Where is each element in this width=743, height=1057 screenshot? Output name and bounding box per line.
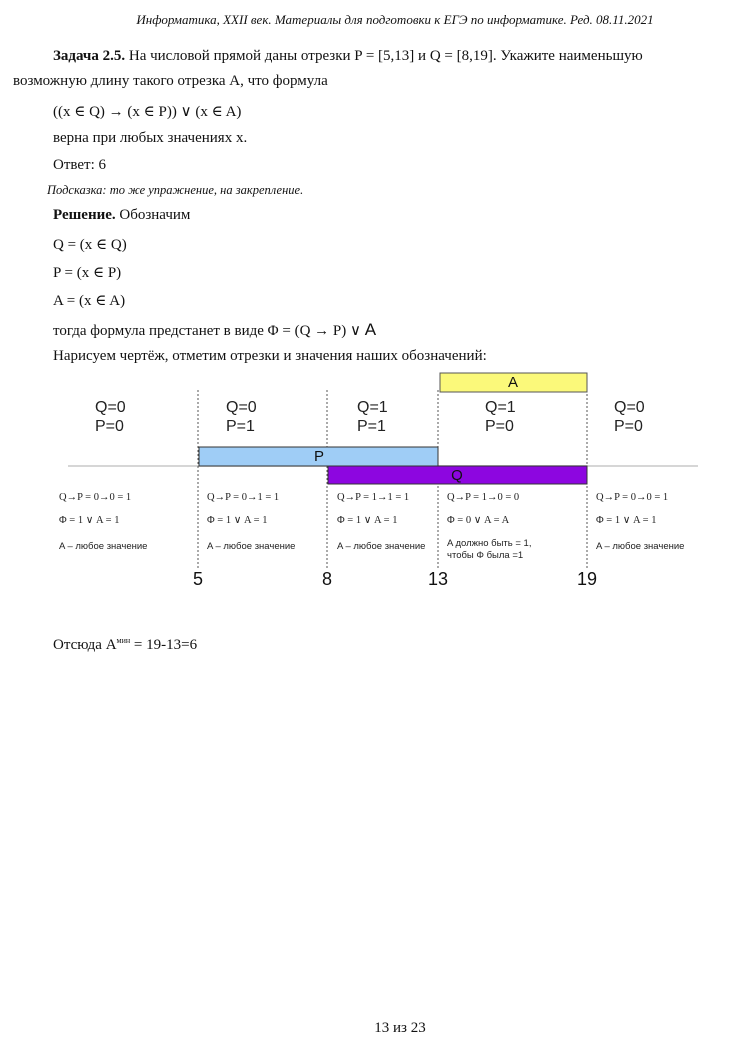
definition-a: A = (x ∈ A) bbox=[53, 293, 126, 309]
tick-label: 8 bbox=[321, 569, 333, 589]
zone-note: A должно быть = 1, bbox=[447, 538, 532, 549]
task-text-2: возможную длину такого отрезка A, что формула bbox=[13, 73, 328, 89]
zone-note: A – любое значение bbox=[337, 541, 426, 552]
tick-label: 19 bbox=[576, 569, 598, 589]
zone-p-value: P=1 bbox=[226, 418, 255, 435]
zone-q-value: Q=1 bbox=[485, 399, 516, 416]
definition-p: P = (x ∈ P) bbox=[53, 265, 122, 281]
solution-intro-text: Обозначим bbox=[115, 207, 191, 223]
result-subscript: мин bbox=[116, 636, 131, 645]
zone-phi: Φ = 1 ∨ A = 1 bbox=[337, 515, 398, 526]
result-line bbox=[53, 636, 197, 654]
formula-a: A bbox=[364, 320, 377, 339]
hint-text: Подсказка: то же упражнение, на закрепление. bbox=[47, 183, 304, 197]
task-formula: ((x ∈ Q) → (x ∈ P)) ∨ (x ∈ A) bbox=[53, 104, 242, 120]
zone-phi: Φ = 1 ∨ A = 1 bbox=[59, 515, 120, 526]
task-text-1: На числовой прямой даны отрезки P = [5,13] и Q = [8,19]. Укажите наименьшую bbox=[125, 48, 643, 64]
zone-note: A – любое значение bbox=[596, 541, 685, 552]
zone-q-value: Q=0 bbox=[95, 399, 126, 416]
task-answer: Ответ: 6 bbox=[53, 157, 107, 173]
zone-note: A – любое значение bbox=[207, 541, 296, 552]
result-prefix: Отсюда A bbox=[53, 637, 117, 653]
segment-q-label: Q bbox=[451, 467, 463, 484]
segment-diagram bbox=[0, 370, 743, 600]
zone-p-value: P=0 bbox=[485, 418, 514, 435]
definition-q: Q = (x ∈ Q) bbox=[53, 237, 127, 253]
zone-implication: Q→P = 0→0 = 1 bbox=[59, 492, 132, 503]
zone-implication: Q→P = 1→1 = 1 bbox=[337, 492, 410, 503]
page-number: 13 из 23 bbox=[374, 1020, 426, 1036]
zone-phi: Φ = 1 ∨ A = 1 bbox=[596, 515, 657, 526]
zone-phi: Φ = 0 ∨ A = A bbox=[447, 515, 510, 526]
tick-label: 5 bbox=[192, 569, 204, 589]
zone-note-2: чтобы Φ была =1 bbox=[447, 550, 524, 561]
zone-q-value: Q=0 bbox=[226, 399, 257, 416]
solution-intro bbox=[53, 207, 190, 224]
zone-implication: Q→P = 1→0 = 0 bbox=[447, 492, 520, 503]
zone-implication: Q→P = 0→1 = 1 bbox=[207, 492, 280, 503]
task-title: Задача 2.5. bbox=[53, 48, 126, 64]
formula-line bbox=[53, 320, 376, 340]
solution-title: Решение. bbox=[53, 207, 116, 223]
segment-p-label: P bbox=[313, 448, 325, 465]
zone-q-value: Q=0 bbox=[614, 399, 645, 416]
zone-note: A – любое значение bbox=[59, 541, 148, 552]
zone-p-value: P=1 bbox=[357, 418, 386, 435]
formula-prefix: тогда формула предстанет в виде Φ = (Q → P) ∨ bbox=[53, 323, 365, 339]
draw-text: Нарисуем чертёж, отметим отрезки и значения наших обозначений: bbox=[53, 348, 487, 364]
zone-p-value: P=0 bbox=[95, 418, 124, 435]
task-statement-line1 bbox=[53, 48, 643, 65]
zone-p-value: P=0 bbox=[614, 418, 643, 435]
zone-implication: Q→P = 0→0 = 1 bbox=[596, 492, 669, 503]
zone-phi: Φ = 1 ∨ A = 1 bbox=[207, 515, 268, 526]
task-text-3: верна при любых значениях x. bbox=[53, 130, 248, 146]
result-suffix: = 19-13=6 bbox=[130, 637, 198, 653]
zone-q-value: Q=1 bbox=[357, 399, 388, 416]
tick-label: 13 bbox=[427, 569, 449, 589]
segment-a-label: A bbox=[507, 374, 519, 391]
page-header: Информатика, XXII век. Материалы для подготовки к ЕГЭ по информатике. Ред. 08.11.2021 bbox=[136, 12, 654, 27]
